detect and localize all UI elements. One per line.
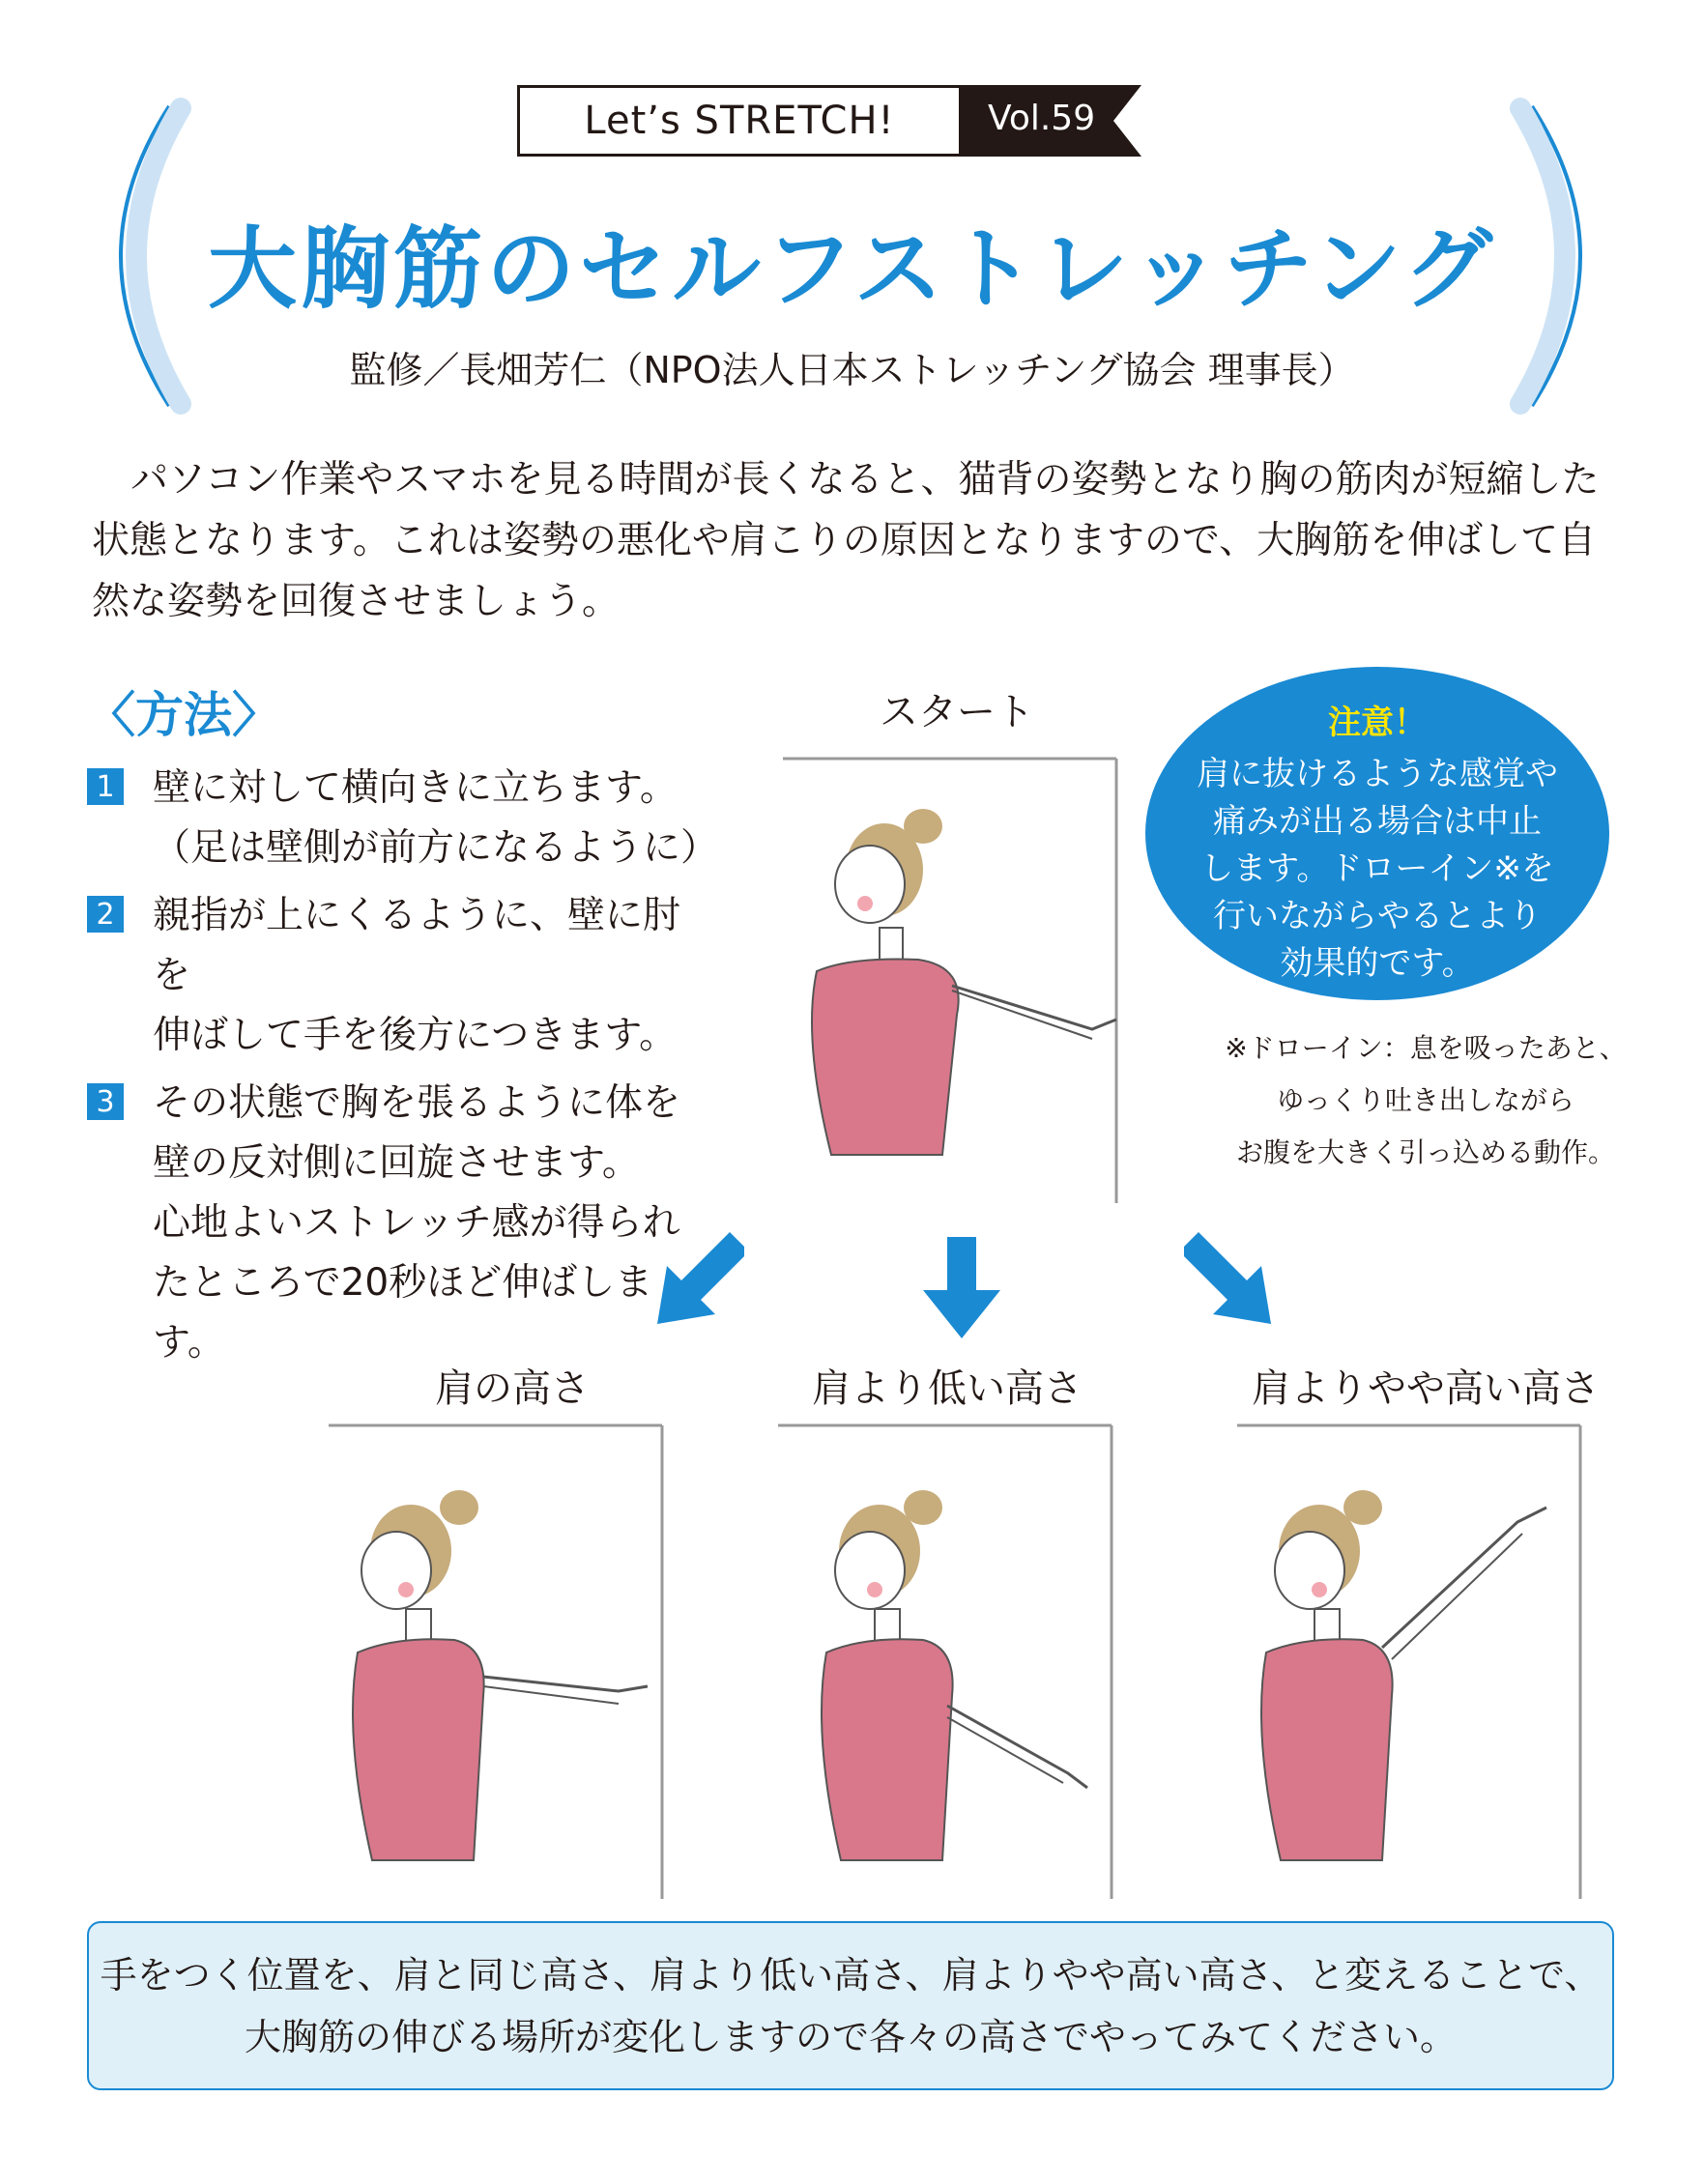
- caution-line: 行いながらやるとより: [1213, 897, 1542, 935]
- volume-number: Vol.59: [988, 99, 1096, 138]
- caution-line: 痛みが出る場合は中止: [1213, 802, 1542, 841]
- step-line: たところで20秒ほど伸ばします。: [153, 1261, 653, 1365]
- footnote-line: お腹を大きく引っ込める動作。: [1235, 1136, 1615, 1168]
- shoulder-height-label: 肩の高さ: [435, 1366, 590, 1411]
- height-variation-note: [87, 1921, 1614, 2090]
- step-number: 1: [87, 768, 124, 805]
- higher-height-label: 肩よりやや高い高さ: [1252, 1366, 1600, 1411]
- arrow-down-right-icon: [1174, 1227, 1281, 1334]
- drawing-in-footnote: [1199, 1022, 1653, 1179]
- step-line: 壁に対して横向きに立ちます。: [153, 766, 678, 810]
- note-line: 大胸筋の伸びる場所が変化しますので各々の高さでやってみてください。: [244, 2016, 1457, 2058]
- method-steps: [87, 759, 719, 1381]
- step-line: 伸ばして手を後方につきます。: [153, 1014, 678, 1057]
- supervisor-credit: 監修／長畑芳仁（NPO法人日本ストレッチング協会 理事長）: [349, 349, 1355, 391]
- step-number: 2: [87, 896, 124, 933]
- intro-paragraph: パソコン作業やスマホを見る時間が長くなると、猫背の姿勢となり胸の筋肉が短縮した状態となります。これは姿勢の悪化や肩こりの原因となりますので、大胸筋を伸ばして自然な姿勢を回復させましょう。: [92, 458, 1600, 623]
- series-title: Let’s STRETCH!: [517, 85, 962, 157]
- arrow-down-icon: [918, 1237, 1005, 1343]
- caution-bubble: [1145, 667, 1609, 1000]
- caution-body: [1145, 751, 1609, 988]
- step-line: 親指が上にくるように、壁に肘を: [153, 894, 681, 997]
- caution-title: 注意！: [1328, 704, 1427, 742]
- caution-line: 効果的です。: [1280, 944, 1475, 983]
- volume-tag: [959, 85, 1141, 157]
- step-text: [153, 759, 719, 878]
- step-text: [153, 1074, 706, 1373]
- method-heading: 〈方法〉: [87, 687, 280, 743]
- caution-line: 肩に抜けるような感覚や: [1197, 755, 1558, 793]
- lower-height-illustration: [778, 1416, 1126, 1899]
- arrow-down-left-icon: [648, 1227, 754, 1334]
- footnote-line: ゆっくり吐き出しながら: [1277, 1084, 1574, 1116]
- step-line: その状態で胸を張るように体を: [153, 1081, 681, 1125]
- caution-line: します。ドローイン※を: [1200, 849, 1554, 888]
- step-line: 心地よいストレッチ感が得られ: [153, 1201, 680, 1245]
- shoulder-height-illustration: [329, 1416, 672, 1899]
- higher-height-illustration: [1237, 1416, 1595, 1899]
- step-3: [87, 1074, 706, 1373]
- step-text: [153, 886, 706, 1066]
- lower-height-label: 肩より低い高さ: [812, 1366, 1083, 1411]
- step-2: [87, 886, 706, 1066]
- page-title: 大胸筋のセルフストレッチング: [208, 217, 1496, 321]
- step-number: 3: [87, 1083, 124, 1120]
- start-illustration: [773, 749, 1131, 1203]
- start-label: スタート: [880, 690, 1034, 734]
- footnote-line: ※ドローイン：息を吸ったあと、: [1225, 1032, 1627, 1064]
- step-1: [87, 759, 719, 878]
- series-banner: [517, 85, 1141, 157]
- note-line: 手をつく位置を、肩と同じ高さ、肩より低い高さ、肩よりやや高い高さ、と変えることで、: [100, 1954, 1602, 1997]
- step-line: （足は壁側が前方になるように）: [153, 826, 719, 870]
- step-line: 壁の反対側に回旋させます。: [153, 1141, 640, 1185]
